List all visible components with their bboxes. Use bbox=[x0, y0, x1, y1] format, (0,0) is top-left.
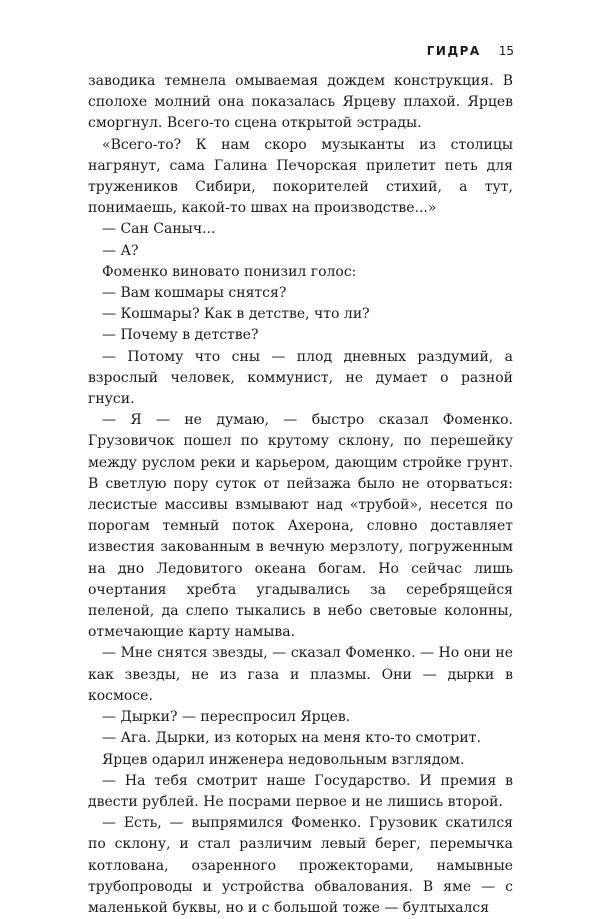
paragraph: — Есть, — выпрямился Фоменко. Грузовик скатился по склону, и стал различим левый берег, перемычка котлована, озаренного прожекторами, намывные трубопроводы и устройства обвалования. В яме — с маленькой буквы, но и с большой тоже — бултыхался bbox=[88, 815, 513, 916]
running-head bbox=[427, 44, 514, 58]
paragraph: — А? bbox=[102, 242, 139, 259]
paragraph: «Всего-то? К нам скоро музыканты из столицы нагрянут, сама Галина Печорская прилетит петь для тружеников Сибири, покорителей стихий, а тут, понимаешь, какой-то швах на производстве...» bbox=[88, 136, 513, 217]
paragraph: — Мне снятся звезды, — сказал Фоменко. — Но они не как звезды, не из газа и плазмы. Они — дырки в космосе. bbox=[88, 645, 513, 704]
paragraph: — Ага. Дырки, из которых на меня кто-то смотрит. bbox=[102, 730, 481, 747]
paragraph: — Почему в детстве? bbox=[102, 327, 259, 344]
paragraph: — Кошмары? Как в детстве, что ли? bbox=[102, 306, 370, 323]
paragraph: — Вам кошмары снятся? bbox=[102, 285, 287, 302]
paragraph: — Потому что сны — плод дневных раздумий, а взрослый человек, коммунист, не думает о разной гнуси. bbox=[88, 348, 513, 408]
paragraph: Ярцев одарил инженера недовольным взглядом. bbox=[102, 751, 465, 768]
paragraph: Фоменко виновато понизил голос: bbox=[102, 263, 357, 280]
paragraph: — На тебя смотрит наше Государство. И премия в двести рублей. Не посрами первое и не лишись второй. bbox=[88, 772, 513, 810]
paragraph: заводика темнела омываемая дождем конструкция. В сполохе молний она показалась Ярцеву плахой. Ярцев сморгнул. Всего-то сцена открытой эстрады. bbox=[88, 73, 513, 132]
body-text bbox=[88, 71, 513, 919]
running-title: ГИДРА bbox=[426, 44, 481, 58]
page-number: 15 bbox=[498, 44, 514, 58]
paragraph: — Дырки? — переспросил Ярцев. bbox=[102, 709, 351, 726]
paragraph: — Я — не думаю, — быстро сказал Фоменко. Грузовичок пошел по крутому склону, по перешейку между руслом реки и карьером, дающим стройке грунт. В светлую пору суток от пейзажа было не оторваться: лесистые массивы взмывают над «трубой», несется по порогам темный поток Ахерона, словно доставляет известия закованным в вечную мерзлоту, погруженным на дно Ледовитого океана богам. Но сейчас лишь очертания хребта угадывались за серебрящейся пеленой, да слепо тыкались в небо световые колонны, отмечающие карту намыва. bbox=[88, 412, 513, 641]
paragraph: — Сан Саныч... bbox=[102, 221, 216, 238]
